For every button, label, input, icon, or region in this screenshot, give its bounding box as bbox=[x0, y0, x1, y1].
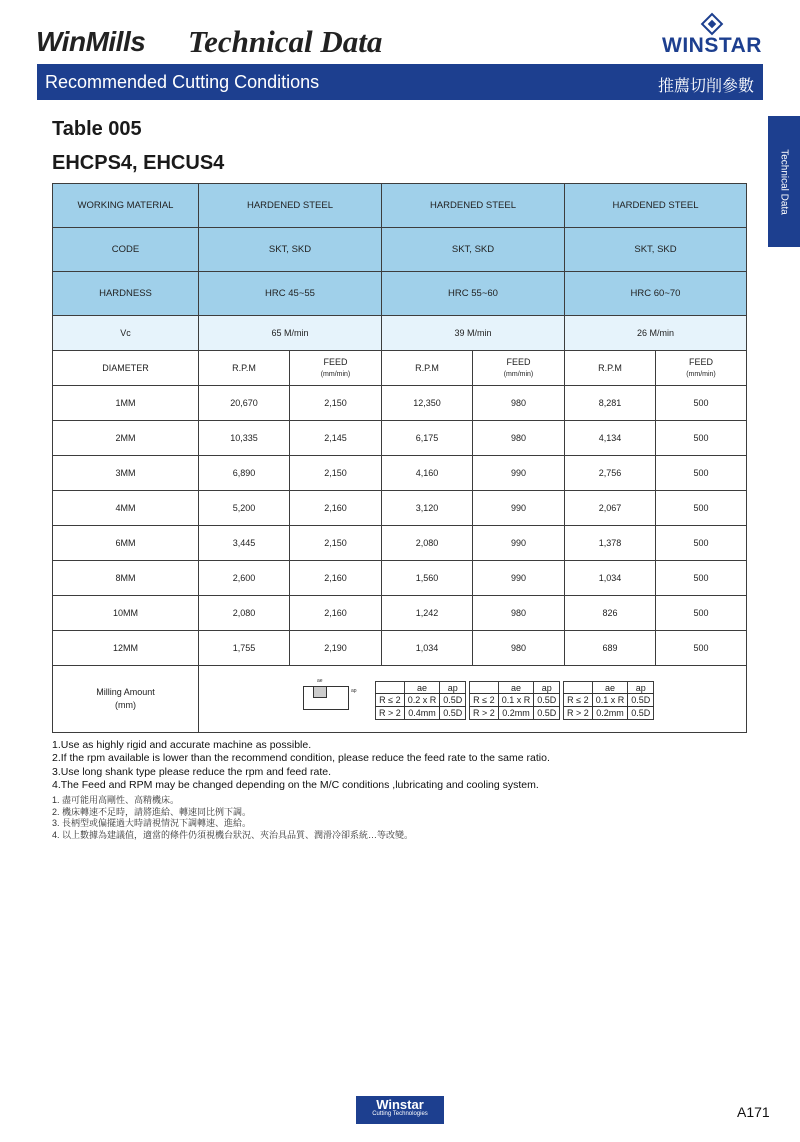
ap-value: 0.5D bbox=[534, 694, 560, 707]
feed-cell: 500 bbox=[656, 456, 747, 491]
diameter-cell: 12MM bbox=[53, 631, 199, 666]
material-row bbox=[53, 184, 747, 228]
rpm-cell: 1,034 bbox=[382, 631, 473, 666]
note-item-cn: 4. 以上數據為建議值，適當的條件仍須視機台狀況、夾治具品質、潤滑冷卻系統…等改變。 bbox=[52, 829, 414, 840]
footer-logo bbox=[356, 1096, 444, 1124]
hardness-cell: HRC 60~70 bbox=[565, 272, 747, 316]
rpm-cell: 1,560 bbox=[382, 561, 473, 596]
rpm-cell: 5,200 bbox=[199, 491, 290, 526]
ap-header: ap bbox=[628, 682, 654, 694]
column-header-row bbox=[53, 351, 747, 386]
page-number: A171 bbox=[737, 1104, 770, 1120]
ae-header: ae bbox=[498, 682, 534, 694]
material-cell: HARDENED STEEL bbox=[199, 184, 382, 228]
feed-cell: 500 bbox=[656, 421, 747, 456]
rpm-cell: 1,378 bbox=[565, 526, 656, 561]
hardness-cell: HRC 55~60 bbox=[382, 272, 565, 316]
rpm-cell: 1,755 bbox=[199, 631, 290, 666]
footer-logo-sub: Cutting Technologies bbox=[372, 1111, 428, 1117]
rpm-cell: 2,600 bbox=[199, 561, 290, 596]
ap-value: 0.5D bbox=[440, 707, 466, 720]
feed-cell: 980 bbox=[473, 386, 565, 421]
diameter-cell: 2MM bbox=[53, 421, 199, 456]
feed-cell: 500 bbox=[656, 526, 747, 561]
section-banner bbox=[37, 64, 763, 100]
rpm-cell: 1,242 bbox=[382, 596, 473, 631]
code-cell: SKT, SKD bbox=[382, 228, 565, 272]
feed-cell: 980 bbox=[473, 596, 565, 631]
rpm-cell: 826 bbox=[565, 596, 656, 631]
diameter-cell: 3MM bbox=[53, 456, 199, 491]
logo-text: WINSTAR bbox=[662, 34, 762, 57]
note-item-cn: 2. 機床轉速不足時，請將進給、轉速同比例下調。 bbox=[52, 806, 252, 817]
ap-header: ap bbox=[440, 682, 466, 694]
notes-cn bbox=[52, 795, 752, 841]
feed-cell: 2,160 bbox=[290, 491, 382, 526]
feed-cell: 990 bbox=[473, 456, 565, 491]
rpm-cell: 12,350 bbox=[382, 386, 473, 421]
feed-cell: 500 bbox=[656, 561, 747, 596]
code-row bbox=[53, 228, 747, 272]
diameter-cell: 8MM bbox=[53, 561, 199, 596]
ap-value: 0.5D bbox=[534, 707, 560, 720]
feed-cell: 980 bbox=[473, 421, 565, 456]
milling-diagram-icon bbox=[291, 680, 361, 712]
ap-value: 0.5D bbox=[628, 694, 654, 707]
diagram-ae-label: ae bbox=[317, 678, 323, 684]
table-row bbox=[53, 491, 747, 526]
note-item: 1.Use as highly rigid and accurate machine as possible. bbox=[52, 739, 312, 751]
winstar-logo bbox=[658, 16, 766, 56]
note-item: 2.If the rpm available is lower than the recommend condition, please reduce the feed rate to the same ratio. bbox=[52, 752, 550, 765]
milling-amount-unit: (mm) bbox=[115, 700, 136, 710]
table-row bbox=[53, 456, 747, 491]
milling-set bbox=[469, 681, 560, 720]
material-cell: HARDENED STEEL bbox=[382, 184, 565, 228]
footer-logo-text: Winstar bbox=[376, 1097, 424, 1112]
doc-title: Technical Data bbox=[188, 24, 383, 59]
note-item-cn: 3. 長柄型或偏擺過大時請視情況下調轉速、進給。 bbox=[52, 818, 252, 829]
milling-set bbox=[563, 681, 654, 720]
table-row bbox=[53, 561, 747, 596]
hardness-label: HARDNESS bbox=[53, 272, 199, 316]
rpm-cell: 2,756 bbox=[565, 456, 656, 491]
feed-cell: 980 bbox=[473, 631, 565, 666]
ae-value: 0.1 x R bbox=[592, 694, 628, 707]
r-condition: R > 2 bbox=[376, 707, 405, 720]
rpm-cell: 10,335 bbox=[199, 421, 290, 456]
ae-value: 0.1 x R bbox=[498, 694, 534, 707]
feed-label: FEED bbox=[506, 356, 531, 367]
feed-label: FEED bbox=[688, 356, 713, 367]
table-row bbox=[53, 631, 747, 666]
r-condition: R > 2 bbox=[564, 707, 593, 720]
milling-amount-title: Milling Amount bbox=[96, 686, 155, 697]
ap-value: 0.5D bbox=[440, 694, 466, 707]
rpm-cell: 2,067 bbox=[565, 491, 656, 526]
banner-title: Recommended Cutting Conditions bbox=[45, 72, 320, 92]
rpm-cell: 4,134 bbox=[565, 421, 656, 456]
table-row bbox=[53, 596, 747, 631]
rpm-cell: 3,445 bbox=[199, 526, 290, 561]
code-cell: SKT, SKD bbox=[199, 228, 382, 272]
vc-cell: 26 M/min bbox=[565, 316, 747, 351]
milling-set bbox=[375, 681, 466, 720]
cutting-conditions-table bbox=[52, 183, 747, 733]
r-condition: R ≤ 2 bbox=[376, 694, 405, 707]
table-number: Table 005 bbox=[52, 118, 142, 140]
diameter-cell: 4MM bbox=[53, 491, 199, 526]
brand-logo: WinMills bbox=[36, 26, 146, 57]
rpm-cell: 4,160 bbox=[382, 456, 473, 491]
rpm-cell: 2,080 bbox=[199, 596, 290, 631]
ae-value: 0.2mm bbox=[592, 707, 628, 720]
vc-cell: 65 M/min bbox=[199, 316, 382, 351]
side-tab-label: Technical Data bbox=[778, 148, 790, 215]
feed-cell: 990 bbox=[473, 561, 565, 596]
feed-cell: 2,150 bbox=[290, 456, 382, 491]
r-condition: R > 2 bbox=[470, 707, 499, 720]
rpm-cell: 20,670 bbox=[199, 386, 290, 421]
feed-label: FEED bbox=[323, 356, 348, 367]
ae-header: ae bbox=[404, 682, 440, 694]
feed-unit: (mm/min) bbox=[686, 370, 716, 378]
table-row bbox=[53, 526, 747, 561]
rpm-cell: 8,281 bbox=[565, 386, 656, 421]
code-cell: SKT, SKD bbox=[565, 228, 747, 272]
feed-cell: 2,150 bbox=[290, 386, 382, 421]
diagram-ap-label: ap bbox=[351, 688, 357, 694]
vc-label: Vc bbox=[53, 316, 199, 351]
working-material-label: WORKING MATERIAL bbox=[53, 184, 199, 228]
vc-row bbox=[53, 316, 747, 351]
feed-cell: 990 bbox=[473, 526, 565, 561]
hardness-cell: HRC 45~55 bbox=[199, 272, 382, 316]
feed-cell: 2,150 bbox=[290, 526, 382, 561]
ae-value: 0.4mm bbox=[404, 707, 440, 720]
table-row bbox=[53, 421, 747, 456]
rpm-cell: 2,080 bbox=[382, 526, 473, 561]
hardness-row bbox=[53, 272, 747, 316]
table-subtitle: EHCPS4, EHCUS4 bbox=[52, 152, 225, 174]
ap-value: 0.5D bbox=[628, 707, 654, 720]
feed-cell: 500 bbox=[656, 386, 747, 421]
ae-value: 0.2 x R bbox=[404, 694, 440, 707]
ae-header: ae bbox=[592, 682, 628, 694]
feed-cell: 500 bbox=[656, 631, 747, 666]
table-row bbox=[53, 386, 747, 421]
rpm-cell: 6,890 bbox=[199, 456, 290, 491]
milling-amount-row bbox=[53, 666, 747, 733]
logo-mark-icon bbox=[701, 13, 724, 36]
note-item-cn: 1. 盡可能用高剛性、高精機床。 bbox=[52, 795, 180, 805]
feed-header bbox=[656, 351, 747, 386]
diameter-cell: 6MM bbox=[53, 526, 199, 561]
feed-cell: 500 bbox=[656, 596, 747, 631]
feed-cell: 500 bbox=[656, 491, 747, 526]
rpm-cell: 6,175 bbox=[382, 421, 473, 456]
feed-unit: (mm/min) bbox=[320, 370, 351, 378]
note-item: 3.Use long shank type please reduce the rpm and feed rate. bbox=[52, 765, 332, 778]
banner-title-cn: 推薦切削參數 bbox=[657, 78, 754, 95]
feed-cell: 990 bbox=[473, 491, 565, 526]
feed-header bbox=[290, 351, 382, 386]
milling-amount-cell bbox=[199, 666, 747, 733]
ae-value: 0.2mm bbox=[498, 707, 534, 720]
diameter-cell: 1MM bbox=[53, 386, 199, 421]
vc-cell: 39 M/min bbox=[382, 316, 565, 351]
milling-amount-label bbox=[53, 666, 199, 733]
rpm-header: R.P.M bbox=[382, 351, 473, 386]
notes-en bbox=[52, 739, 752, 792]
ap-header: ap bbox=[534, 682, 560, 694]
code-label: CODE bbox=[53, 228, 199, 272]
material-cell: HARDENED STEEL bbox=[565, 184, 747, 228]
feed-unit: (mm/min) bbox=[503, 370, 534, 378]
feed-cell: 2,160 bbox=[290, 561, 382, 596]
note-item: 4.The Feed and RPM may be changed depending on the M/C conditions ,lubricating and cooling system. bbox=[52, 778, 539, 791]
diameter-cell: 10MM bbox=[53, 596, 199, 631]
feed-cell: 2,160 bbox=[290, 596, 382, 631]
diameter-label: DIAMETER bbox=[53, 351, 199, 386]
rpm-cell: 1,034 bbox=[565, 561, 656, 596]
rpm-cell: 3,120 bbox=[382, 491, 473, 526]
feed-cell: 2,190 bbox=[290, 631, 382, 666]
side-tab[interactable] bbox=[768, 116, 800, 247]
rpm-header: R.P.M bbox=[199, 351, 290, 386]
r-condition: R ≤ 2 bbox=[470, 694, 499, 707]
feed-cell: 2,145 bbox=[290, 421, 382, 456]
rpm-cell: 689 bbox=[565, 631, 656, 666]
r-condition: R ≤ 2 bbox=[564, 694, 593, 707]
rpm-header: R.P.M bbox=[565, 351, 656, 386]
feed-header bbox=[473, 351, 565, 386]
